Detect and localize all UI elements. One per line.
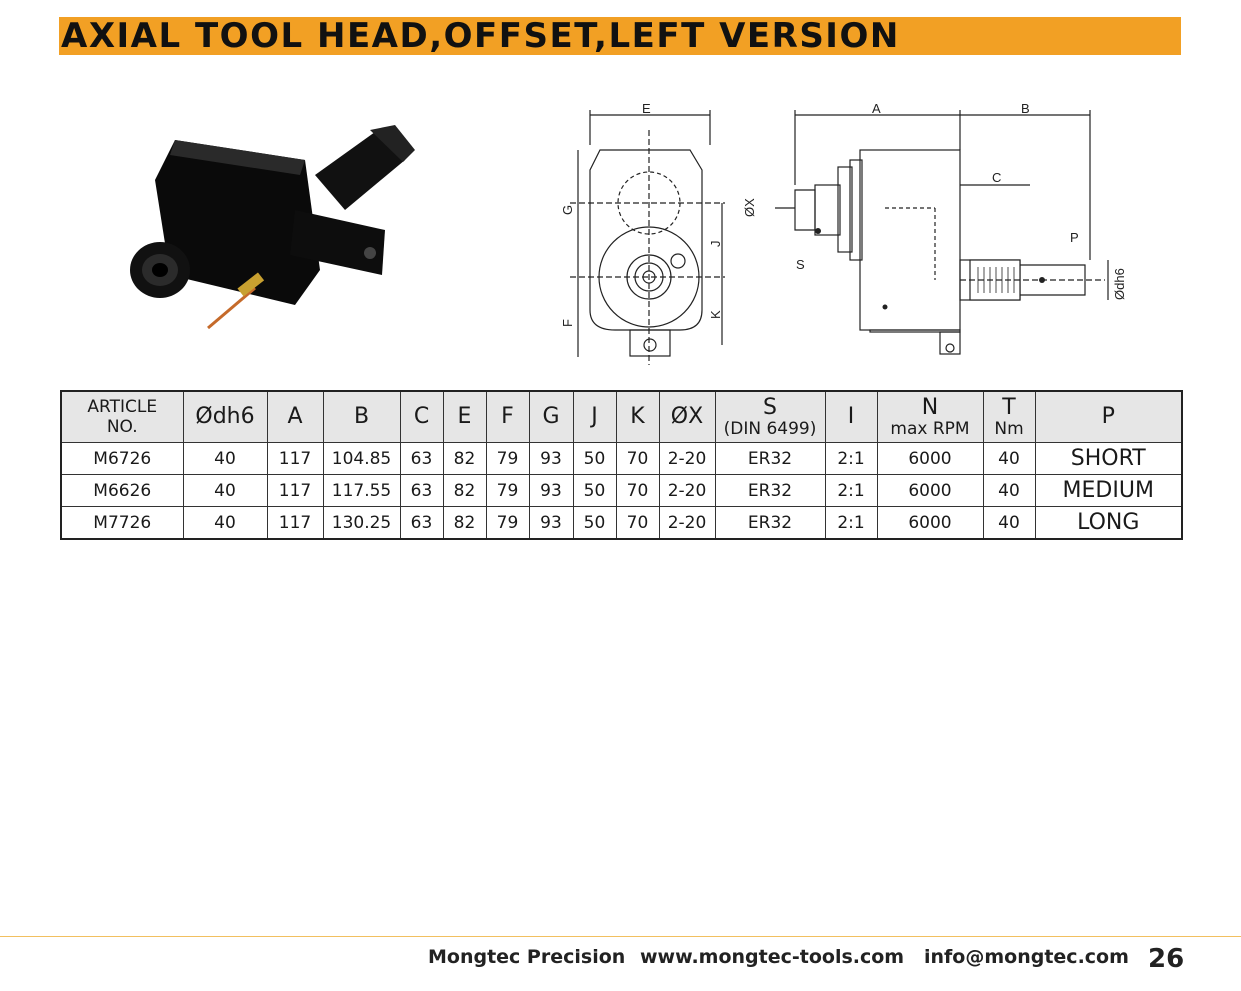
header-e: E — [443, 391, 486, 443]
svg-text:E: E — [642, 101, 651, 116]
header-p: P — [1035, 391, 1182, 443]
product-photo — [120, 120, 420, 340]
header-j: J — [573, 391, 616, 443]
svg-text:A: A — [872, 101, 881, 116]
cell-b: 130.25 — [323, 507, 400, 540]
cell-dh6: 40 — [183, 443, 267, 475]
cell-j: 50 — [573, 443, 616, 475]
cell-article: M6626 — [61, 475, 183, 507]
page-title: AXIAL TOOL HEAD,OFFSET,LEFT VERSION — [61, 16, 900, 56]
cell-i: 2:1 — [825, 475, 877, 507]
spec-table — [60, 390, 1183, 540]
cell-article: M6726 — [61, 443, 183, 475]
header-article: ARTICLE NO. — [61, 391, 183, 443]
header-i: I — [825, 391, 877, 443]
cell-e: 82 — [443, 475, 486, 507]
table-row — [61, 507, 1182, 540]
cell-x: 2-20 — [659, 443, 715, 475]
cell-n: 6000 — [877, 443, 983, 475]
svg-text:K: K — [708, 310, 723, 319]
cell-s: ER32 — [715, 443, 825, 475]
cell-i: 2:1 — [825, 443, 877, 475]
svg-text:P: P — [1070, 230, 1079, 245]
header-c: C — [400, 391, 443, 443]
header-s: S (DIN 6499) — [715, 391, 825, 443]
header-a: A — [267, 391, 323, 443]
cell-n: 6000 — [877, 507, 983, 540]
header-x: ØX — [659, 391, 715, 443]
cell-a: 117 — [267, 443, 323, 475]
cell-t: 40 — [983, 475, 1035, 507]
cell-j: 50 — [573, 475, 616, 507]
cell-t: 40 — [983, 443, 1035, 475]
cell-t: 40 — [983, 507, 1035, 540]
table-row — [61, 475, 1182, 507]
cell-a: 117 — [267, 507, 323, 540]
svg-text:S: S — [796, 257, 805, 272]
cell-f: 79 — [486, 507, 529, 540]
svg-text:C: C — [992, 170, 1002, 185]
cell-dh6: 40 — [183, 507, 267, 540]
cell-e: 82 — [443, 443, 486, 475]
cell-p: LONG — [1035, 507, 1182, 540]
footer-email[interactable]: info@mongtec.com — [924, 946, 1129, 968]
header-dh6: Ødh6 — [183, 391, 267, 443]
technical-drawing — [560, 95, 1140, 370]
cell-f: 79 — [486, 443, 529, 475]
svg-text:ØX: ØX — [742, 198, 757, 217]
cell-e: 82 — [443, 507, 486, 540]
cell-dh6: 40 — [183, 475, 267, 507]
cell-k: 70 — [616, 443, 659, 475]
cell-s: ER32 — [715, 475, 825, 507]
footer-divider — [0, 936, 1241, 937]
svg-text:G: G — [560, 204, 575, 215]
cell-a: 117 — [267, 475, 323, 507]
footer-website[interactable]: www.mongtec-tools.com — [640, 946, 905, 968]
cell-x: 2-20 — [659, 475, 715, 507]
cell-i: 2:1 — [825, 507, 877, 540]
svg-text:J: J — [708, 240, 723, 247]
header-g: G — [529, 391, 573, 443]
table-header-row — [61, 391, 1182, 443]
cell-n: 6000 — [877, 475, 983, 507]
cell-f: 79 — [486, 475, 529, 507]
header-k: K — [616, 391, 659, 443]
cell-b: 104.85 — [323, 443, 400, 475]
header-n: N max RPM — [877, 391, 983, 443]
header-t: T Nm — [983, 391, 1035, 443]
header-b: B — [323, 391, 400, 443]
footer-company: Mongtec Precision — [428, 946, 626, 968]
cell-article: M7726 — [61, 507, 183, 540]
cell-c: 63 — [400, 443, 443, 475]
svg-text:F: F — [560, 319, 575, 327]
cell-p: MEDIUM — [1035, 475, 1182, 507]
cell-k: 70 — [616, 507, 659, 540]
cell-x: 2-20 — [659, 507, 715, 540]
cell-s: ER32 — [715, 507, 825, 540]
svg-text:B: B — [1021, 101, 1030, 116]
cell-p: SHORT — [1035, 443, 1182, 475]
cell-c: 63 — [400, 475, 443, 507]
table-row — [61, 443, 1182, 475]
cell-j: 50 — [573, 507, 616, 540]
cell-k: 70 — [616, 475, 659, 507]
page-number: 26 — [1148, 944, 1185, 974]
cell-g: 93 — [529, 475, 573, 507]
cell-g: 93 — [529, 507, 573, 540]
cell-g: 93 — [529, 443, 573, 475]
cell-b: 117.55 — [323, 475, 400, 507]
cell-c: 63 — [400, 507, 443, 540]
svg-text:Ødh6: Ødh6 — [1112, 268, 1127, 300]
header-f: F — [486, 391, 529, 443]
